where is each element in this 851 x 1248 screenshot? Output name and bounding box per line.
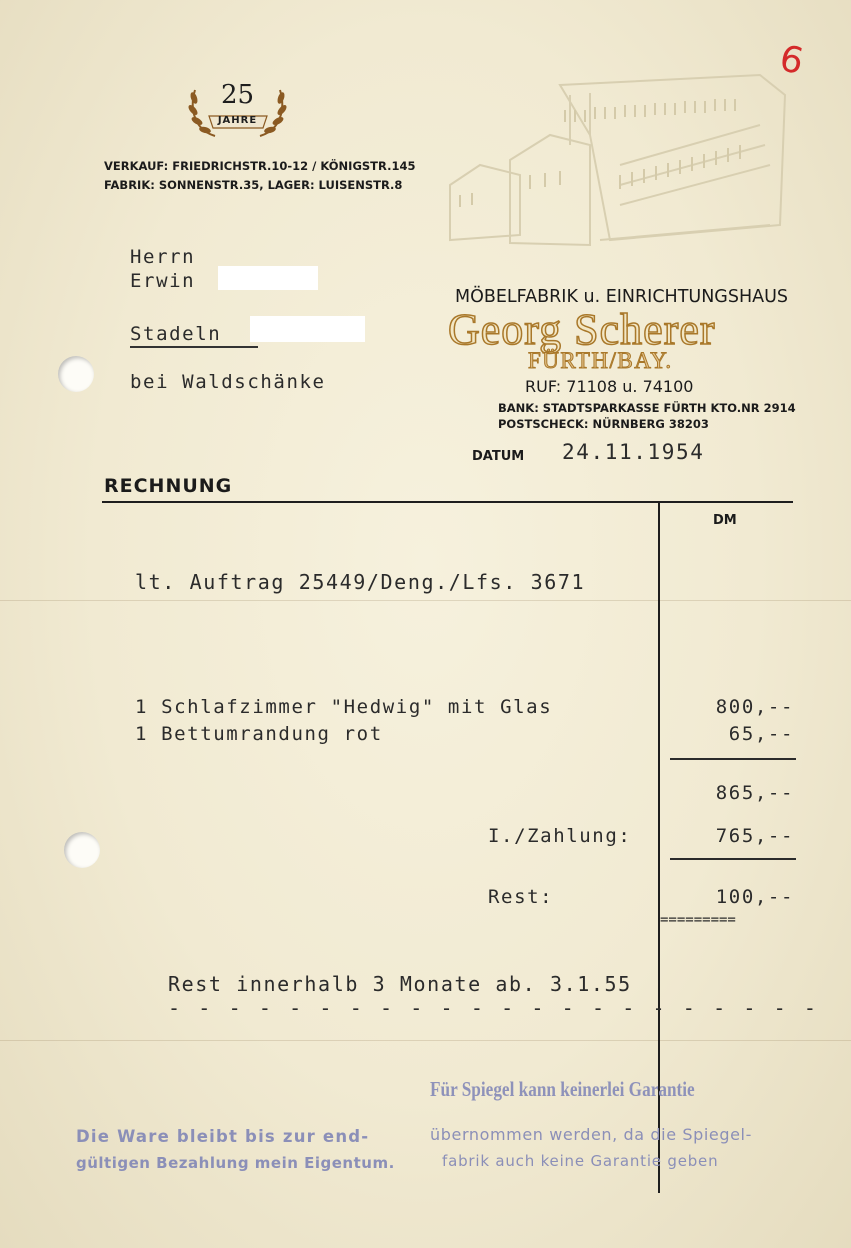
payment-label: I./Zahlung: <box>488 825 632 847</box>
guarantee-stamp-line: übernommen werden, da die Spiegel- <box>430 1125 752 1144</box>
factory-address: FABRIK: SONNENSTR.35, LAGER: LUISENSTR.8 <box>104 178 403 192</box>
date-label: DATUM <box>472 449 525 464</box>
order-reference: lt. Auftrag 25449/Deng./Lfs. 3671 <box>135 570 586 594</box>
paper-fold <box>0 600 851 601</box>
table-top-rule <box>102 501 793 503</box>
punch-hole <box>64 832 100 868</box>
line-item-description: 1 Bettumrandung rot <box>135 723 383 745</box>
anniversary-label: JAHRE <box>217 115 258 126</box>
company-postcheck: POSTSCHECK: NÜRNBERG 38203 <box>498 417 709 431</box>
ownership-stamp-line: gültigen Bezahlung mein Eigentum. <box>76 1154 395 1172</box>
company-phone: RUF: 71108 u. 74100 <box>525 377 694 396</box>
recipient-salutation: Herrn <box>130 246 196 268</box>
payment-amount: 765,-- <box>715 825 794 847</box>
guarantee-stamp-line: Für Spiegel kann keinerlei Garantie <box>430 1077 695 1101</box>
recipient-first-name: Erwin <box>130 270 196 292</box>
date-value: 24.11.1954 <box>562 440 705 464</box>
rest-label: Rest: <box>488 886 554 908</box>
payment-rule <box>670 858 796 860</box>
sales-address: VERKAUF: FRIEDRICHSTR.10-12 / KÖNIGSTR.145 <box>104 159 416 173</box>
anniversary-number: 25 <box>220 80 255 110</box>
factory-illustration <box>440 65 800 265</box>
line-item-amount: 800,-- <box>715 696 794 718</box>
line-item-description: 1 Schlafzimmer "Hedwig" mit Glas <box>135 696 553 718</box>
redaction-box <box>250 316 365 342</box>
note-dashes: - - - - - - - - - - - - - - - - - - - - - - <box>168 996 820 1020</box>
recipient-area: bei Waldschänke <box>130 371 326 393</box>
guarantee-stamp-line: fabrik auch keine Garantie geben <box>442 1152 719 1170</box>
subtotal-amount: 865,-- <box>715 782 794 804</box>
subtotal-rule <box>670 758 796 760</box>
currency-header: DM <box>713 513 737 528</box>
company-city: FÜRTH/BAY. <box>528 348 673 373</box>
redaction-box <box>218 266 318 290</box>
ownership-stamp-line: Die Ware bleibt bis zur end- <box>76 1127 370 1146</box>
page-number-mark: 6 <box>775 38 807 83</box>
rest-double-rule: ========= <box>660 912 736 928</box>
document-title: RECHNUNG <box>104 475 233 497</box>
punch-hole <box>58 356 94 392</box>
company-name: Georg Scherer <box>448 305 716 354</box>
recipient-town: Stadeln <box>130 323 222 345</box>
line-item-amount: 65,-- <box>728 723 794 745</box>
paper-fold <box>0 1040 851 1041</box>
payment-terms-note: Rest innerhalb 3 Monate ab. 3.1.55 <box>168 972 632 996</box>
town-underline <box>130 346 258 348</box>
company-bank: BANK: STADTSPARKASSE FÜRTH KTO.NR 2914 <box>498 401 796 415</box>
rest-amount: 100,-- <box>715 886 794 908</box>
company-business: MÖBELFABRIK u. EINRICHTUNGSHAUS <box>455 287 789 307</box>
